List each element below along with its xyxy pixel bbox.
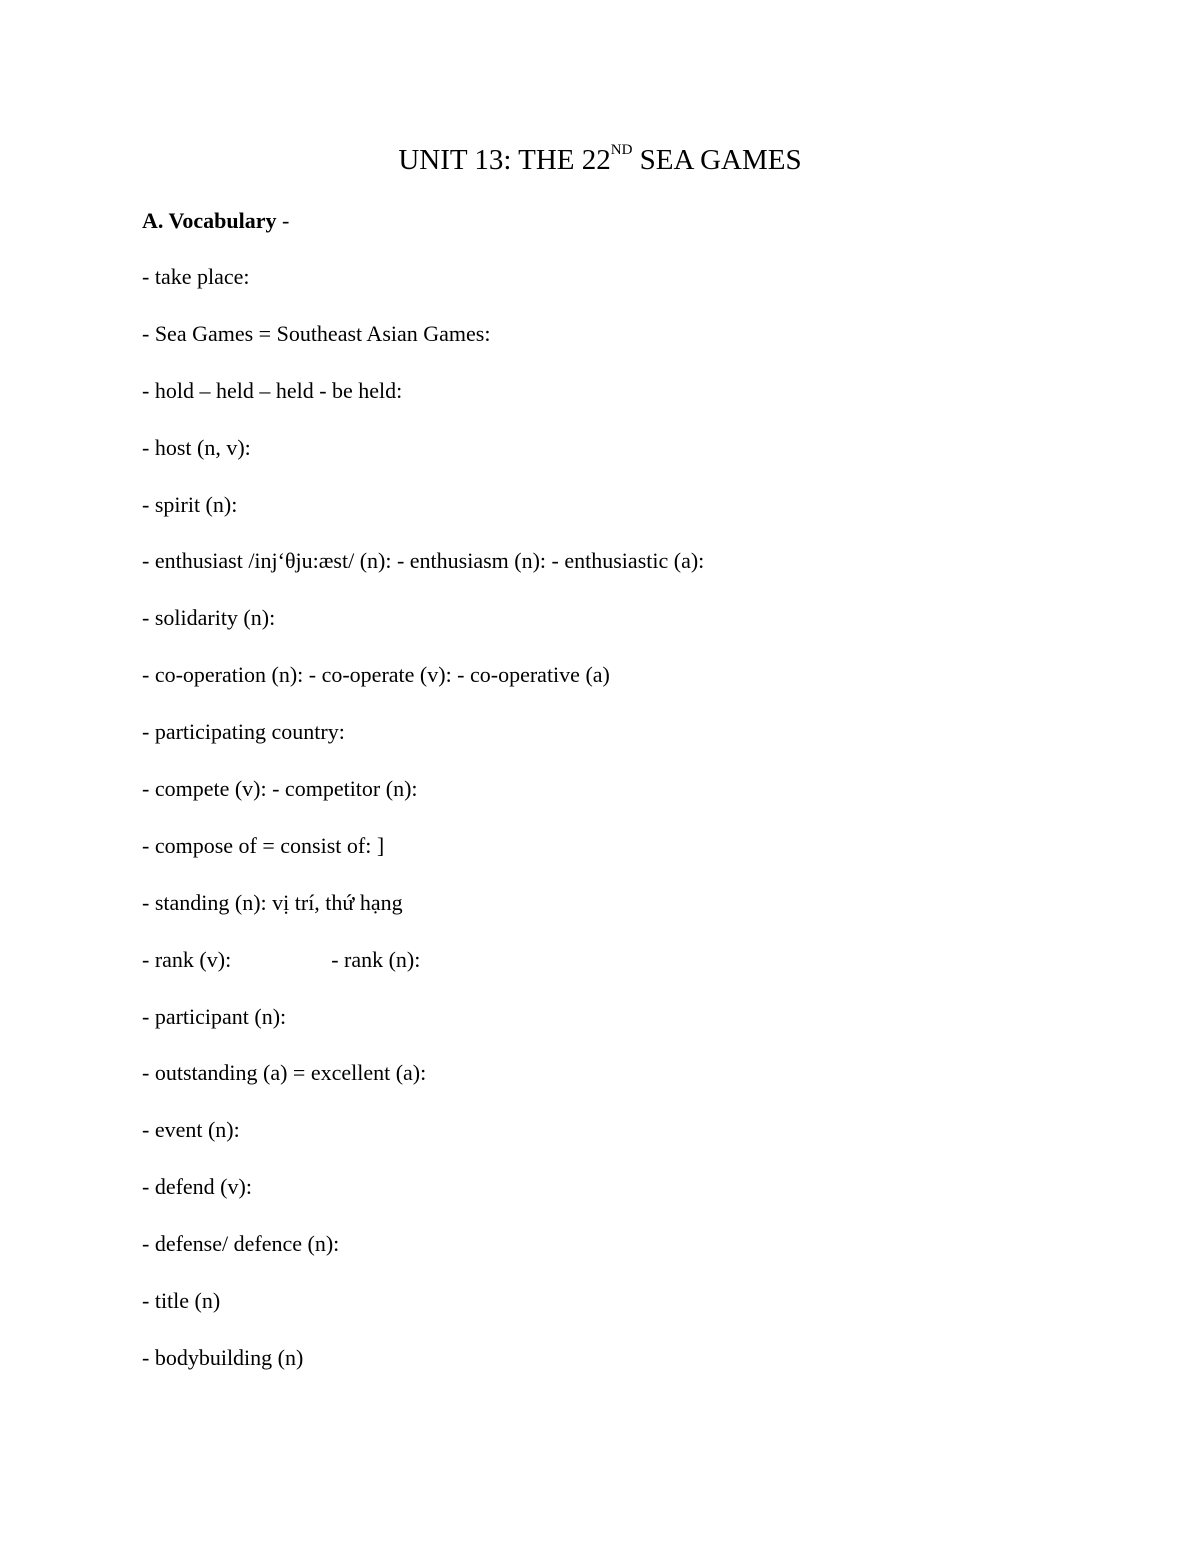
- vocab-item: - take place:: [142, 264, 250, 289]
- section-label: A. Vocabulary: [142, 208, 277, 233]
- vocab-item: - compose of = consist of: ]: [142, 832, 385, 858]
- vocab-item: - host (n, v):: [142, 434, 251, 460]
- section-suffix: -: [276, 208, 290, 233]
- vocabulary-list: [142, 261, 704, 1399]
- page-title: [0, 140, 1200, 180]
- vocab-item: - participating country:: [142, 719, 345, 745]
- section-heading-vocabulary: [142, 205, 289, 237]
- vocab-item: - defense/ defence (n):: [142, 1231, 340, 1257]
- title-end: SEA GAMES: [632, 144, 802, 176]
- vocab-item: - event (n):: [142, 1117, 240, 1143]
- vocab-item: - hold – held – held - be held:: [142, 377, 403, 403]
- rank-noun: - rank (n):: [331, 946, 421, 972]
- vocab-item: - title (n): [142, 1288, 221, 1314]
- title-ordinal-suffix: ND: [610, 142, 633, 159]
- vocab-item: - participant (n):: [142, 1003, 287, 1029]
- vocab-item: - enthusiast /inj‘θju:æst/ (n): - enthusiasm (n): - enthusiastic (a):: [142, 548, 705, 574]
- vocab-item: - Sea Games = Southeast Asian Games:: [142, 320, 491, 346]
- rank-verb: - rank (v):: [142, 946, 232, 972]
- vocab-item: - outstanding (a) = excellent (a):: [142, 1060, 427, 1086]
- vocab-item: - spirit (n):: [142, 491, 238, 517]
- vocab-item-rank: [142, 944, 704, 1001]
- title-main: UNIT 13: THE 22: [398, 144, 611, 176]
- vocab-item: - bodybuilding (n): [142, 1344, 304, 1370]
- vocab-item: - compete (v): - competitor (n):: [142, 776, 418, 802]
- vocab-item: - defend (v):: [142, 1174, 252, 1200]
- vocab-item: - standing (n): vị trí, thứ hạng: [142, 889, 403, 915]
- vocab-item: - solidarity (n):: [142, 605, 276, 631]
- vocab-item: - co-operation (n): - co-operate (v): - co-operative (a): [142, 662, 610, 688]
